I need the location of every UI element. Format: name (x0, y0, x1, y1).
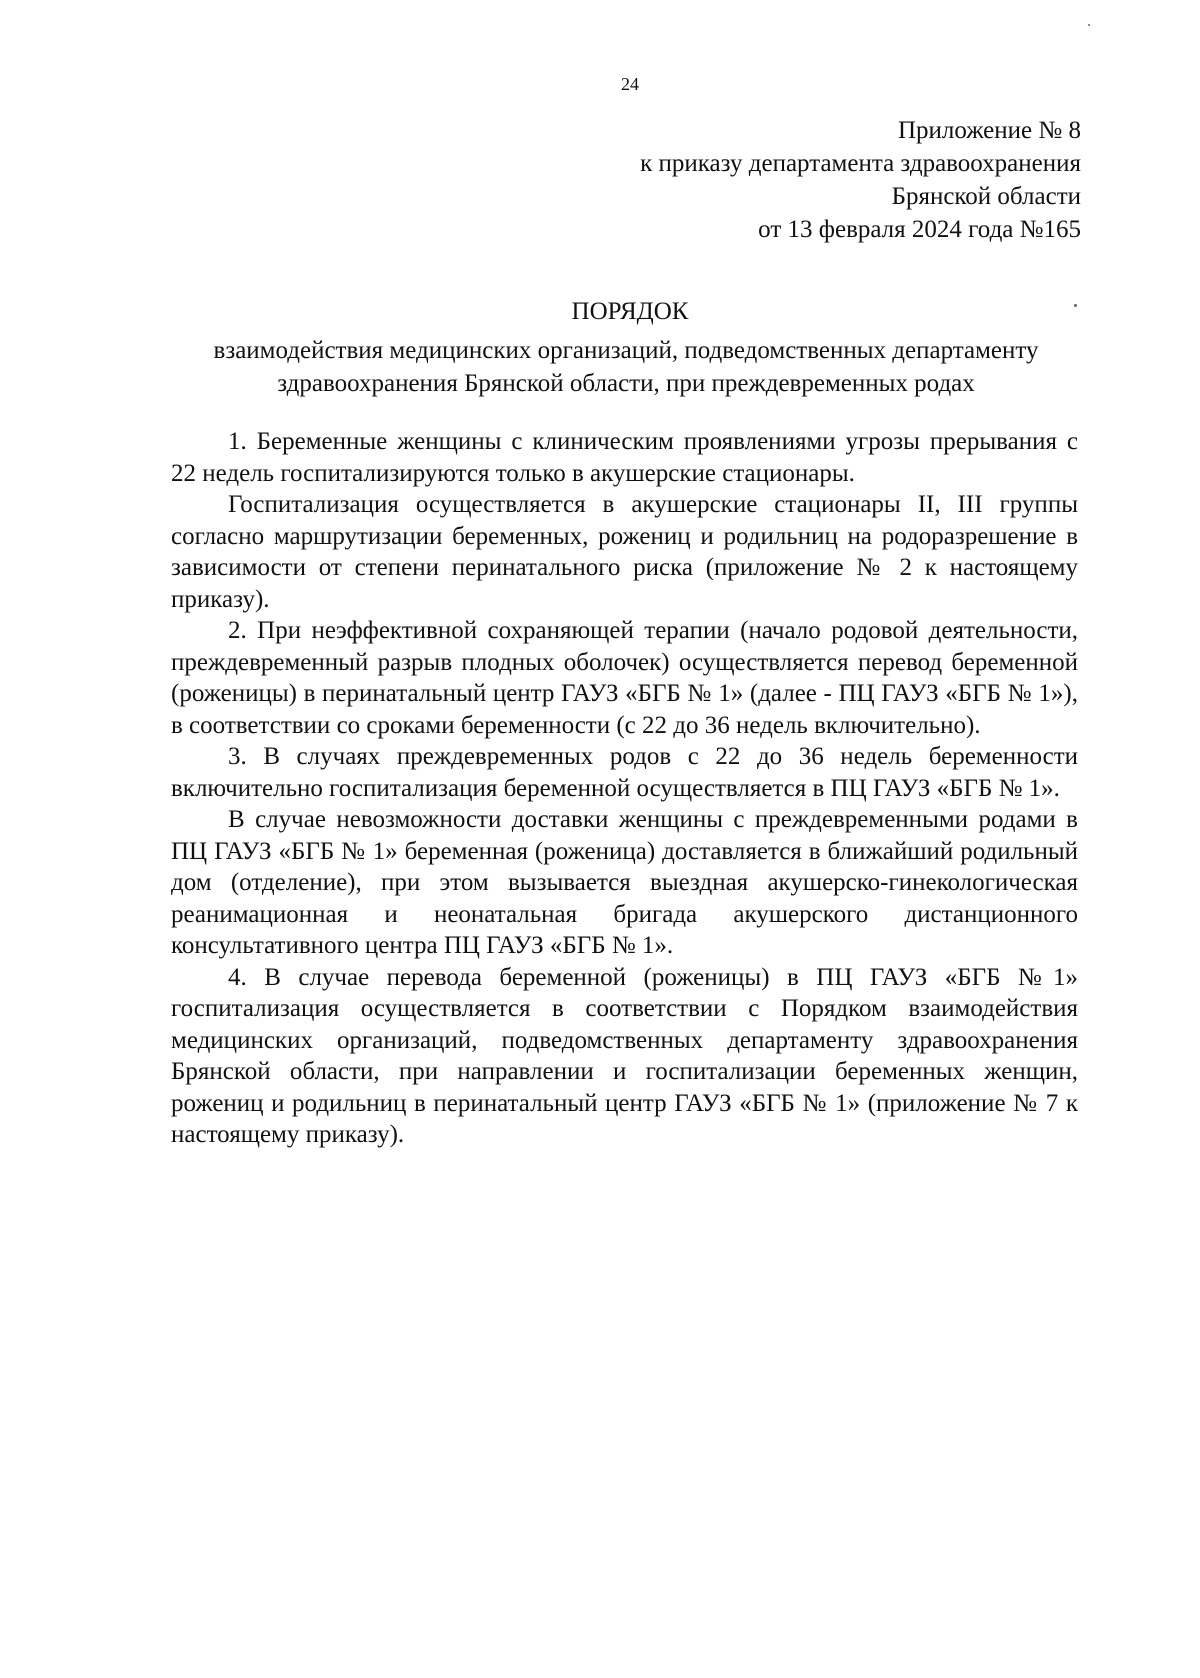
annex-line-4: от 13 февраля 2024 года №165 (758, 216, 1081, 243)
scan-speck (1088, 24, 1090, 26)
scan-speck (1074, 304, 1077, 307)
page-number: 24 (621, 74, 639, 94)
paragraph-2: Госпитализация осуществляется в акушерские стационары II, III группы согласно маршрутизации беременных, рожениц и родильниц на родоразрешение в зависимости от степени перинатального риска (приложение № 2 к настоящему приказу). (171, 491, 1078, 613)
annex-line-3: Брянской области (891, 183, 1081, 210)
paragraph-6: 4. В случае перевода беременной (роженицы) в ПЦ ГАУЗ «БГБ №1» госпитализация осуществляется в соответствии с Порядком взаимодействия медицинских организаций, подведомственных департаменту здравоохранения Брянской области, при направлении и госпитализации беременных женщин, рожениц и родильниц в перинатальный центр ГАУЗ «БГБ № 1» (приложение № 7 к настоящему приказу). (171, 963, 1078, 1148)
paragraph-5: В случае невозможности доставки женщины с преждевременными родами в ПЦ ГАУЗ «БГБ № 1» беременная (роженица) доставляется в ближайший родильный дом (отделение), при этом вызывается выездная акушерско-гинекологическая реанимационная и неонатальная бригада акушерского дистанционного консультативного центра ПЦ ГАУЗ «БГБ № 1». (171, 806, 1078, 959)
paragraph-1: 1. Беременные женщины с клиническим проявлениями угрозы прерывания с 22 недель госпитализируются только в акушерские стационары. (171, 428, 1078, 487)
annex-line-2: к приказу департамента здравоохранения (640, 150, 1081, 177)
document-body (171, 426, 1078, 1151)
document-title: ПОРЯДОК (571, 298, 689, 325)
paragraph-3: 2. При неэффективной сохраняющей терапии (начало родовой деятельности, преждевременный разрыв плодных оболочек) осуществляется перевод беременной (роженицы) в перинатальный центр ГАУЗ «БГБ № 1» (далее - ПЦ ГАУЗ «БГБ № 1»), в соответствии со сроками беременности (с 22 до 36 недель включительно). (171, 617, 1078, 739)
annex-line-1: Приложение № 8 (897, 117, 1081, 144)
document-subtitle: взаимодействия медицинских организаций, подведомственных департаменту здравоохранения Брянской области, при преждевременных родах (213, 337, 1039, 397)
paragraph-4: 3. В случаях преждевременных родов с 22 до 36 недель беременности включительно госпитализация беременной осуществляется в ПЦ ГАУЗ «БГБ № 1». (171, 743, 1078, 802)
annex-header (640, 114, 1081, 246)
